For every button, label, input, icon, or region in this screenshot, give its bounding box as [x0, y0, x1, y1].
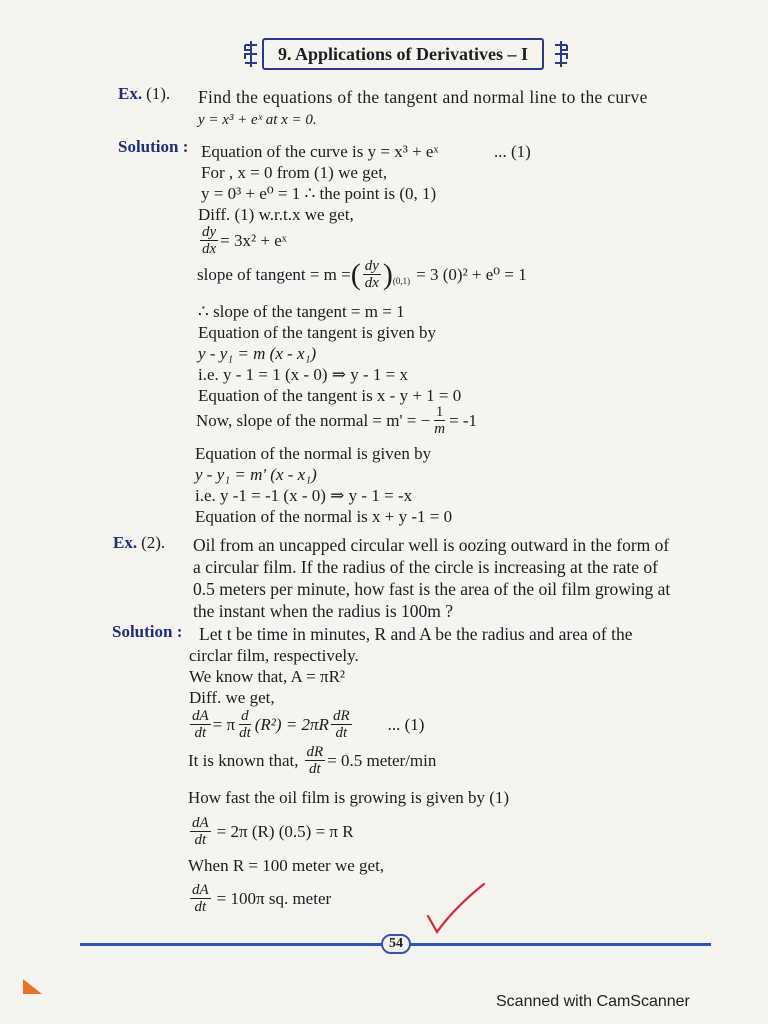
ex1-slope-row: slope of tangent = m = ( $\frac{dy}{dx}$ ) (0,1) = 3 (0)² + e⁰ = 1	[197, 257, 527, 291]
ex1-question-line2: y = x³ + eˣ at x = 0.	[198, 112, 317, 128]
dR-dt-rate-fraction: $\frac{dR}{dt}$	[306, 744, 324, 777]
ex1-line-slope-tangent: ∴ slope of the tangent = m = 1	[198, 302, 405, 321]
eval-point-subscript: (0,1)	[392, 276, 411, 286]
dA-dt-final-fraction: $\frac{dA}{dt}$	[192, 882, 209, 915]
scanner-watermark: Scanned with CamScanner	[496, 993, 690, 1010]
ex2-question-line3: 0.5 meters per minute, how fast is the area of the oil film growing at	[193, 579, 671, 599]
ex2-line-growing: How fast the oil film is growing is given by (1)	[188, 788, 510, 807]
ex1-normal-slope-text: Now, slope of the normal = m' = −	[196, 410, 431, 430]
ex2-line-diff: Diff. we get,	[189, 688, 275, 707]
page-title: 9. Applications of Derivatives – I	[262, 38, 544, 70]
ex1-line-normal-point-slope: y - y₁ = m' (x - x₁)	[195, 465, 317, 484]
ex1-line-tangent-eq: Equation of the tangent is x - y + 1 = 0	[198, 386, 462, 405]
ex2-line-when: When R = 100 meter we get,	[188, 856, 385, 875]
ex2-label: Ex.	[113, 533, 138, 552]
ex1-line-curve: Equation of the curve is y = x³ + eˣ	[201, 142, 439, 161]
dR-dt-fraction: $\frac{dR}{dt}$	[332, 708, 350, 741]
ex2-rate-row	[188, 744, 436, 777]
ex2-line-area: We know that, A = πR²	[189, 667, 346, 686]
ex1-line-normal-eq: Equation of the normal is x + y -1 = 0	[195, 507, 453, 526]
ex2-question-line1: Oil from an uncapped circular well is oozing outward in the form of	[193, 535, 670, 555]
ex1-derivative-row	[198, 224, 287, 257]
ex2-number: (2).	[141, 533, 166, 552]
one-over-m-fraction: $\frac{1}{m}$	[434, 404, 446, 437]
ex2-question-line4: the instant when the radius is 100m ?	[193, 601, 454, 621]
right-ornament-icon	[552, 40, 570, 68]
dy-dx-eval-fraction: $\frac{dy}{dx}$	[364, 258, 379, 291]
ex1-line-for-x: For , x = 0 from (1) we get,	[201, 163, 388, 182]
ex1-solution-label: Solution :	[118, 137, 189, 156]
ex2-rate-value: = 0.5 meter/min	[327, 750, 437, 770]
ex1-line-tangent-given: Equation of the tangent is given by	[198, 323, 436, 342]
dy-dx-fraction: $\frac{dy}{dx}$	[202, 224, 217, 257]
ex1-line-diff: Diff. (1) w.r.t.x we get,	[198, 205, 354, 224]
ex1-line-point-slope: y - y₁ = m (x - x₁)	[198, 344, 317, 363]
footer-line-right	[409, 943, 711, 946]
ex1-derivative: = 3x² + eˣ	[220, 230, 287, 250]
ex2-label-group	[113, 533, 165, 553]
dA-dt-fraction: $\frac{dA}{dt}$	[192, 708, 209, 741]
ex2-rate-text: It is known that,	[188, 750, 299, 770]
ex1-line-point: y = 0³ + e⁰ = 1 ∴ the point is (0, 1)	[201, 184, 437, 203]
camscanner-logo-icon	[22, 978, 44, 996]
ex1-normal-slope-row	[196, 404, 477, 437]
ex2-line-let: Let t be time in minutes, R and A be the radius and area of the	[199, 624, 633, 644]
ex1-line-ie-tangent: i.e. y - 1 = 1 (x - 0) ⇒ y - 1 = x	[198, 365, 408, 384]
ex1-line-ie-normal: i.e. y -1 = -1 (x - 0) ⇒ y - 1 = -x	[195, 486, 413, 505]
ex2-final-row	[188, 882, 331, 915]
ex1-eq-ref: ... (1)	[494, 142, 531, 161]
d-dt-fraction: $\frac{d}{dt}$	[239, 708, 251, 741]
ex2-derivative-row	[188, 708, 424, 741]
ex2-solution-label: Solution :	[112, 622, 183, 641]
ex2-line-circlar: circlar film, respectively.	[189, 646, 359, 665]
ex1-number: (1).	[146, 84, 171, 103]
ex2-result: = 2π (R) (0.5) = π R	[216, 821, 354, 841]
ex2-deriv-chain: (R²) = 2πR	[254, 714, 329, 734]
footer-line-left	[80, 943, 383, 946]
ex1-normal-slope-value: = -1	[449, 410, 478, 430]
ex2-final: = 100π sq. meter	[216, 888, 332, 908]
ex1-label: Ex.	[118, 84, 143, 103]
ex1-label-group	[118, 84, 170, 104]
ex2-deriv-pi: = π	[212, 714, 236, 734]
ex2-question-line2: a circular film. If the radius of the circle is increasing at the rate of	[193, 557, 658, 577]
dA-dt-result-fraction: $\frac{dA}{dt}$	[192, 815, 209, 848]
page-number: 54	[381, 934, 411, 954]
ex2-eq-ref: ... (1)	[387, 714, 425, 734]
ex1-slope-text: slope of tangent = m =	[197, 264, 351, 284]
left-ornament-icon	[242, 40, 260, 68]
ex1-line-normal-given: Equation of the normal is given by	[195, 444, 432, 463]
ex1-question-line1: Find the equations of the tangent and normal line to the curve	[198, 87, 648, 107]
ex1-slope-value: = 3 (0)² + e⁰ = 1	[416, 264, 527, 284]
ex2-result-row	[188, 815, 354, 848]
check-mark-icon	[424, 880, 488, 938]
